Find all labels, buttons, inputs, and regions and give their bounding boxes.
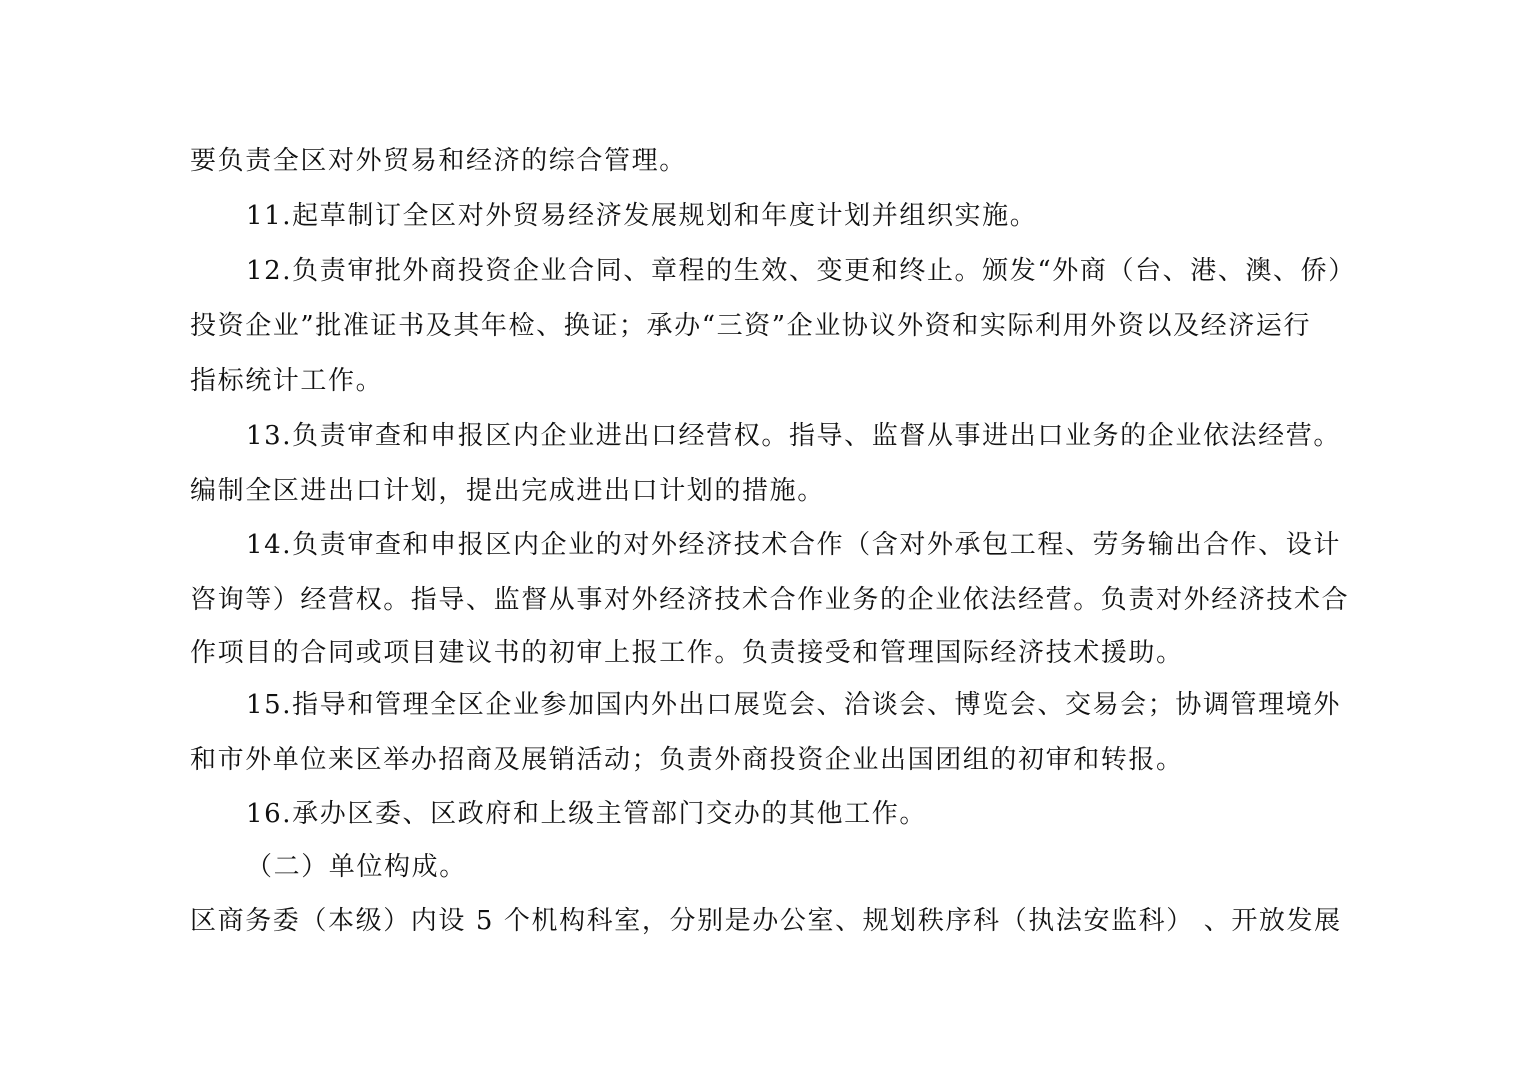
paragraph-line: 要负责全区对外贸易和经济的综合管理。 <box>190 146 687 176</box>
item-15: 15.指导和管理全区企业参加国内外出口展览会、洽谈会、博览会、交易会；协调管理境外 <box>246 690 1341 720</box>
item-13: 13.负责审查和申报区内企业进出口经营权。指导、监督从事进出口业务的企业依法经营。 <box>246 421 1341 451</box>
paragraph-line: 咨询等）经营权。指导、监督从事对外经济技术合作业务的企业依法经营。负责对外经济技术合 <box>190 585 1350 615</box>
section-heading: （二）单位构成。 <box>246 852 467 882</box>
item-11: 11.起草制订全区对外贸易经济发展规划和年度计划并组织实施。 <box>246 201 1038 231</box>
paragraph-line: 编制全区进出口计划，提出完成进出口计划的措施。 <box>190 476 825 506</box>
paragraph-line: 作项目的合同或项目建议书的初审上报工作。负责接受和管理国际经济技术援助。 <box>190 638 1184 668</box>
item-16: 16.承办区委、区政府和上级主管部门交办的其他工作。 <box>246 799 927 829</box>
item-12: 12.负责审批外商投资企业合同、章程的生效、变更和终止。颁发“外商（台、港、澳、侨） <box>246 256 1356 286</box>
item-14: 14.负责审查和申报区内企业的对外经济技术合作（含对外承包工程、劳务输出合作、设计 <box>246 530 1341 560</box>
paragraph-line: 指标统计工作。 <box>190 366 384 396</box>
paragraph-line: 和市外单位来区举办招商及展销活动；负责外商投资企业出国团组的初审和转报。 <box>190 745 1184 775</box>
paragraph-line: 投资企业”批准证书及其年检、换证；承办“三资”企业协议外资和实际利用外资以及经济运行 <box>190 311 1312 341</box>
paragraph-line: 区商务委（本级）内设 5 个机构科室，分别是办公室、规划秩序科（执法安监科） 、开放发展 <box>190 906 1342 936</box>
